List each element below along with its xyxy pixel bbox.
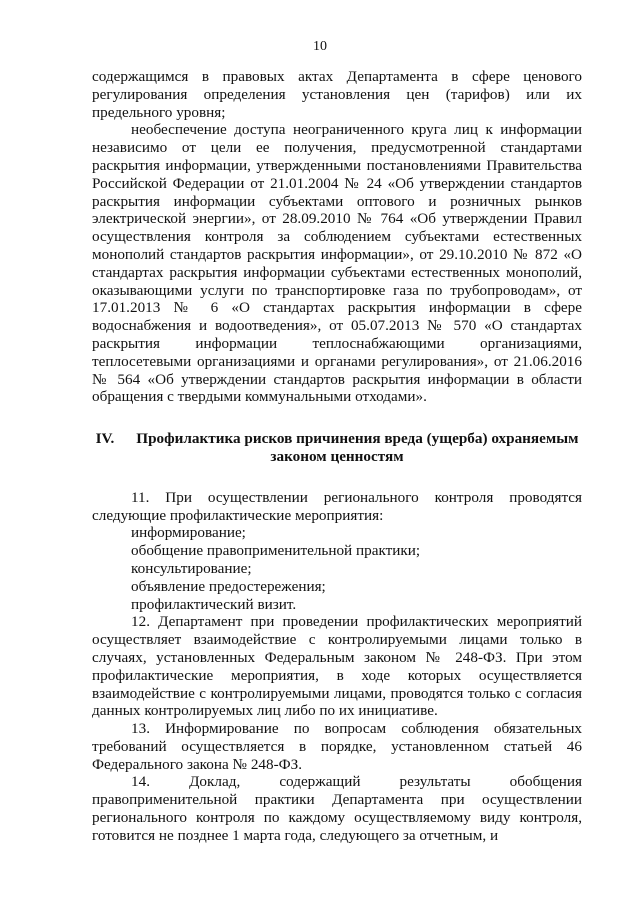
section-title: Профилактика рисков причинения вреда (ущерба) охраняемым законом ценностям	[136, 430, 579, 465]
list-item: объявление предостережения;	[131, 577, 326, 595]
list-item: обобщение правоприменительной практики;	[131, 542, 421, 560]
section-heading	[92, 430, 582, 466]
paragraph-13: 13. Информирование по вопросам соблюдения обязательных требований осуществляется в порядке, установленном статьей 46 Федерального закона № 248-ФЗ.	[92, 720, 582, 773]
page-number: 10	[313, 39, 327, 54]
intro-paragraph-2: необеспечение доступа неограниченного круга лиц к информации независимо от цели ее получения, предусмотренной стандартами раскрытия информации, утвержденными постановлениями Правительства Российской Федерации от 21.01.2004 № 24 «Об утверждении стандартов раскрытия информации субъектами оптового и розничных рынков электрической энергии», от 28.09.2010 № 764 «Об утверждении Правил осуществления контроля за соблюдением субъектами естественных монополий стандартов раскрытия информации», от 29.10.2010 № 872 «О стандартах раскрытия информации субъектами естественных монополий, оказывающими услуги по транспортировке газа по трубопроводам», от 17.01.2013 № 6 «О стандартах раскрытия информации в сфере водоснабжения и водоотведения», от 05.07.2013 № 570 «О стандартах раскрытия информации теплоснабжающими организациями, теплосетевыми организациями и органами регулирования», от 21.06.2016 № 564 «Об утверждении стандартов раскрытия информации в области обращения с твердыми коммунальными отходами».	[92, 121, 582, 406]
section-number: IV.	[95, 430, 115, 448]
intro-paragraph-1: содержащимся в правовых актах Департамента в сфере ценового регулирования определения установления цен (тарифов) или их предельного уровня;	[92, 68, 582, 121]
list-item: консультирование;	[131, 559, 252, 577]
paragraph-11: 11. При осуществлении регионального контроля проводятся следующие профилактические мероприятия:	[92, 488, 582, 524]
document-body	[92, 68, 582, 845]
paragraph-12: 12. Департамент при проведении профилактических мероприятий осуществляет взаимодействие с контролируемыми лицами только в случаях, установленных Федеральным законом № 248-ФЗ. При этом профилактические мероприятия, в ходе которых осуществляется взаимодействие с контролируемыми лицами, проводятся только с согласия данных контролируемых лиц либо по их инициативе.	[92, 613, 582, 720]
paragraph-14: 14. Доклад, содержащий результаты обобщения правоприменительной практики Департамента при осуществлении регионального контроля по каждому осуществляемому виду контроля, готовится не позднее 1 марта года, следующего за отчетным, и	[92, 773, 582, 844]
list-item: информирование;	[131, 524, 246, 542]
list-item: профилактический визит.	[131, 595, 297, 613]
